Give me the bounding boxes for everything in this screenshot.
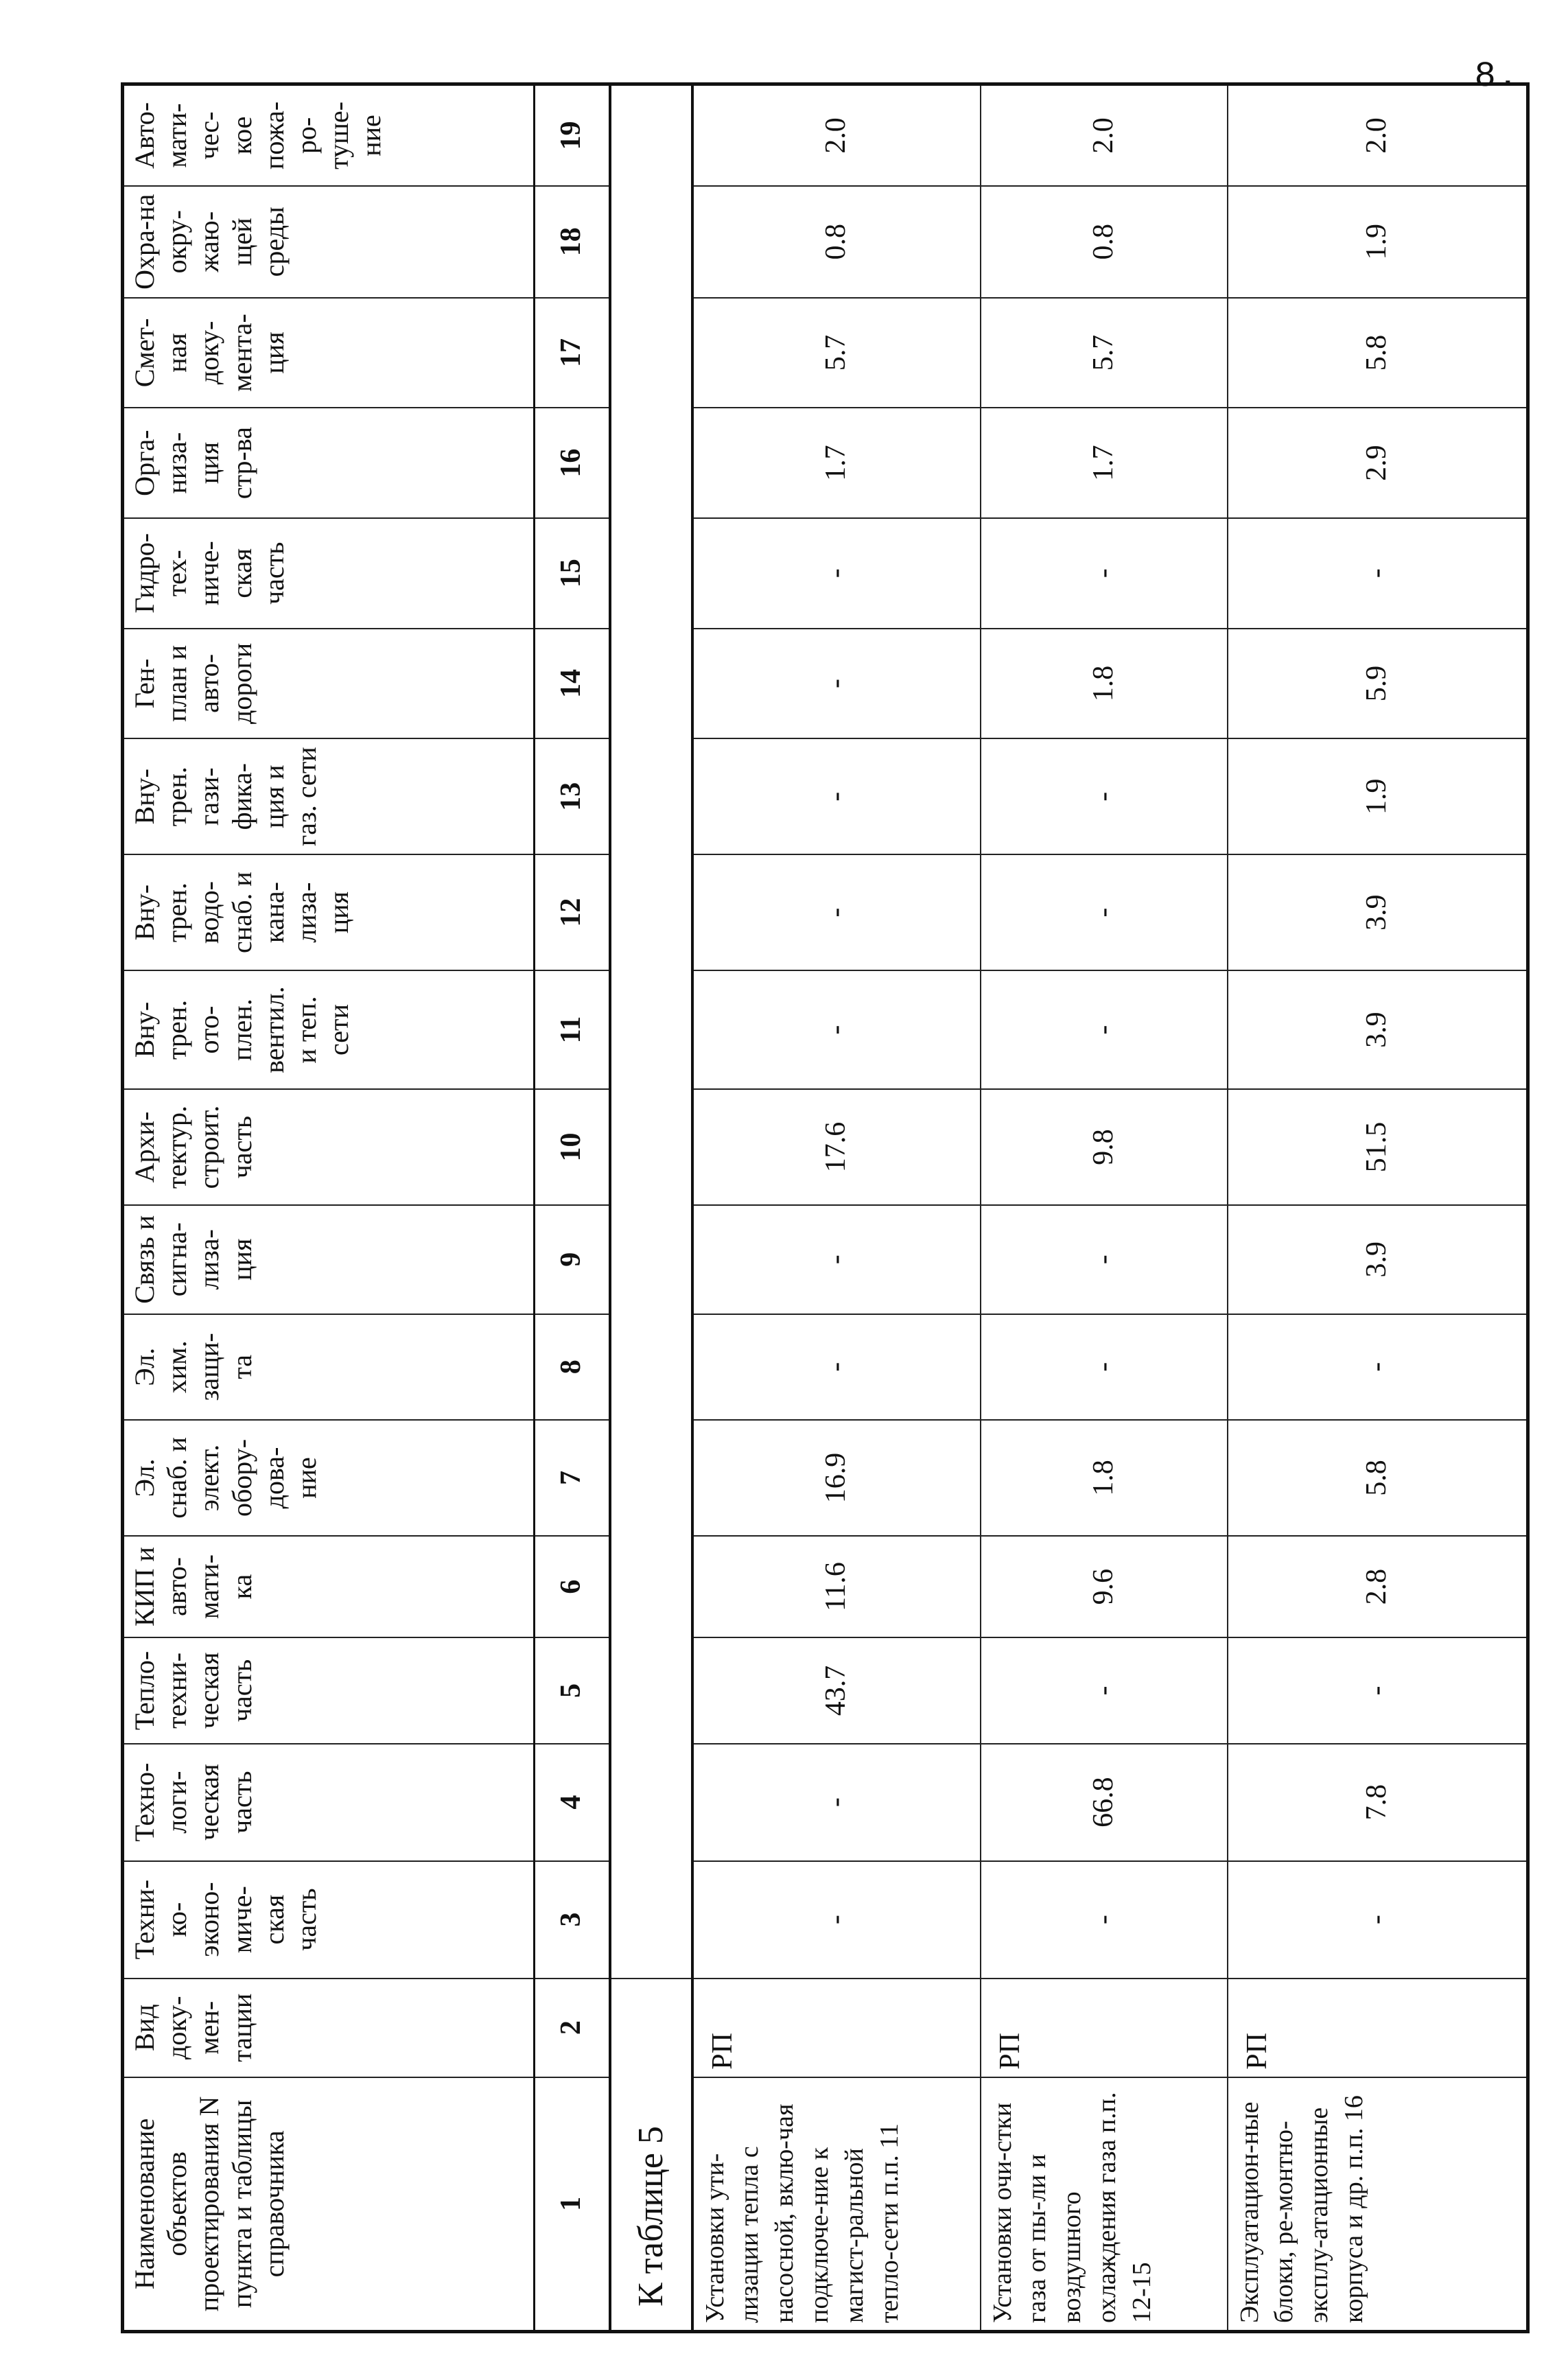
page-number: 8.: [1474, 56, 1520, 97]
cell-value: -: [692, 970, 981, 1089]
col-number: 11: [535, 970, 610, 1089]
col-header-18: Охра-на окру-жаю-щей среды: [123, 186, 535, 298]
cell-value: 11.6: [692, 1536, 981, 1637]
row-object-name: Установки ути-лизации тепла с насосной, вклю-чая подключе-ние к магист-ральной тепло-сети п.п. 11: [692, 2077, 981, 2332]
col-header-12: Вну-трен. водо-снаб. и кана-лиза-ция: [123, 854, 535, 970]
cell-value: 9.6: [981, 1536, 1228, 1637]
col-header-13: Вну-трен. гази-фика-ция и газ. сети: [123, 738, 535, 854]
cell-value: -: [981, 738, 1228, 854]
cell-value: -: [692, 854, 981, 970]
cell-value: -: [692, 518, 981, 629]
col-header-4: Техно-логи-ческая часть: [123, 1744, 535, 1861]
cell-value: 3.9: [1228, 854, 1528, 970]
cell-value: 66.8: [981, 1744, 1228, 1861]
col-number: 10: [535, 1089, 610, 1205]
cell-value: 0.8: [981, 186, 1228, 298]
col-number: 15: [535, 518, 610, 629]
cell-value: 3.9: [1228, 970, 1528, 1089]
col-header-5: Тепло-техни-ческая часть: [123, 1637, 535, 1743]
cell-value: 1.9: [1228, 186, 1528, 298]
cell-value: -: [692, 1314, 981, 1420]
cell-value: -: [981, 1861, 1228, 1979]
col-number: 1: [535, 2077, 610, 2332]
col-number: 12: [535, 854, 610, 970]
cell-value: -: [1228, 518, 1528, 629]
col-header-2: Вид доку-мен-тации: [123, 1979, 535, 2077]
cell-value: 1.8: [981, 1420, 1228, 1536]
cell-value: 1.9: [1228, 738, 1528, 854]
cell-value: 7.8: [1228, 1744, 1528, 1861]
cell-value: -: [692, 629, 981, 739]
section-blank: [610, 84, 692, 1979]
cell-value: 2.0: [981, 84, 1228, 186]
col-header-7: Эл. снаб. и элект. обору-дова-ние: [123, 1420, 535, 1536]
cell-value: 2.8: [1228, 1536, 1528, 1637]
cell-value: 2.9: [1228, 408, 1528, 518]
col-header-11: Вну-трен. ото-плен. вентил. и теп. сети: [123, 970, 535, 1089]
col-number: 6: [535, 1536, 610, 1637]
col-number: 19: [535, 84, 610, 186]
section-title: К таблице 5: [610, 1979, 692, 2332]
cell-value: 51.5: [1228, 1089, 1528, 1205]
col-number: 5: [535, 1637, 610, 1743]
cell-value: 5.8: [1228, 298, 1528, 408]
cell-value: 2.0: [1228, 84, 1528, 186]
col-number: 14: [535, 629, 610, 739]
col-number: 16: [535, 408, 610, 518]
cell-value: 1.7: [692, 408, 981, 518]
col-number: 7: [535, 1420, 610, 1536]
col-header-14: Ген-план и авто-дороги: [123, 629, 535, 739]
cell-value: 5.8: [1228, 1420, 1528, 1536]
cell-value: -: [981, 1637, 1228, 1743]
section-row: [610, 84, 692, 2332]
col-number: 18: [535, 186, 610, 298]
cell-value: -: [692, 1205, 981, 1314]
col-number: 13: [535, 738, 610, 854]
column-number-row: [535, 84, 610, 2332]
col-number: 4: [535, 1744, 610, 1861]
table-row: [981, 84, 1228, 2332]
cell-value: -: [1228, 1637, 1528, 1743]
col-header-15: Гидро-тех-ниче-ская часть: [123, 518, 535, 629]
design-cost-table: [121, 82, 1530, 2333]
cell-value: 16.9: [692, 1420, 981, 1536]
cell-value: 1.8: [981, 629, 1228, 739]
cell-value: -: [692, 738, 981, 854]
col-number: 17: [535, 298, 610, 408]
cell-value: 5.9: [1228, 629, 1528, 739]
cell-value: -: [981, 1314, 1228, 1420]
cell-value: 5.7: [981, 298, 1228, 408]
cell-value: -: [981, 1205, 1228, 1314]
col-number: 3: [535, 1861, 610, 1979]
cell-value: -: [1228, 1861, 1528, 1979]
col-header-16: Орга-низа-ция стр-ва: [123, 408, 535, 518]
row-object-name: Установки очи-стки газа от пы-ли и воздушного охлаждения газа п.п. 12-15: [981, 2077, 1228, 2332]
rotated-table-sheet: [121, 82, 1526, 2333]
col-header-6: КИП и авто-мати-ка: [123, 1536, 535, 1637]
cell-value: 0.8: [692, 186, 981, 298]
col-header-9: Связь и сигна-лиза-ция: [123, 1205, 535, 1314]
col-header-19: Авто-мати-чес-кое пожа-ро-туше-ние: [123, 84, 535, 186]
row-object-name: Эксплуатацион-ные блоки, ре-монтно-эксплу-атационные корпуса и др. п.п. 16: [1228, 2077, 1528, 2332]
cell-value: -: [692, 1744, 981, 1861]
cell-value: 43.7: [692, 1637, 981, 1743]
cell-value: -: [981, 518, 1228, 629]
col-header-1: Наименование объектов проектирования N пункта и таблицы справочника: [123, 2077, 535, 2332]
col-header-17: Смет-ная доку-мента-ция: [123, 298, 535, 408]
table-row: [1228, 84, 1528, 2332]
cell-value: -: [981, 854, 1228, 970]
row-doc-type: РП: [1228, 1979, 1528, 2077]
row-doc-type: РП: [981, 1979, 1228, 2077]
table-row: [692, 84, 981, 2332]
cell-value: 9.8: [981, 1089, 1228, 1205]
header-row: [123, 84, 535, 2332]
cell-value: 5.7: [692, 298, 981, 408]
cell-value: 1.7: [981, 408, 1228, 518]
cell-value: 17.6: [692, 1089, 981, 1205]
col-header-3: Техни-ко-эконо-миче-ская часть: [123, 1861, 535, 1979]
col-header-10: Архи-тектур. строит. часть: [123, 1089, 535, 1205]
cell-value: 2.0: [692, 84, 981, 186]
row-doc-type: РП: [692, 1979, 981, 2077]
cell-value: -: [1228, 1314, 1528, 1420]
cell-value: -: [692, 1861, 981, 1979]
cell-value: 3.9: [1228, 1205, 1528, 1314]
col-number: 9: [535, 1205, 610, 1314]
cell-value: -: [981, 970, 1228, 1089]
col-header-8: Эл. хим. защи-та: [123, 1314, 535, 1420]
col-number: 2: [535, 1979, 610, 2077]
col-number: 8: [535, 1314, 610, 1420]
